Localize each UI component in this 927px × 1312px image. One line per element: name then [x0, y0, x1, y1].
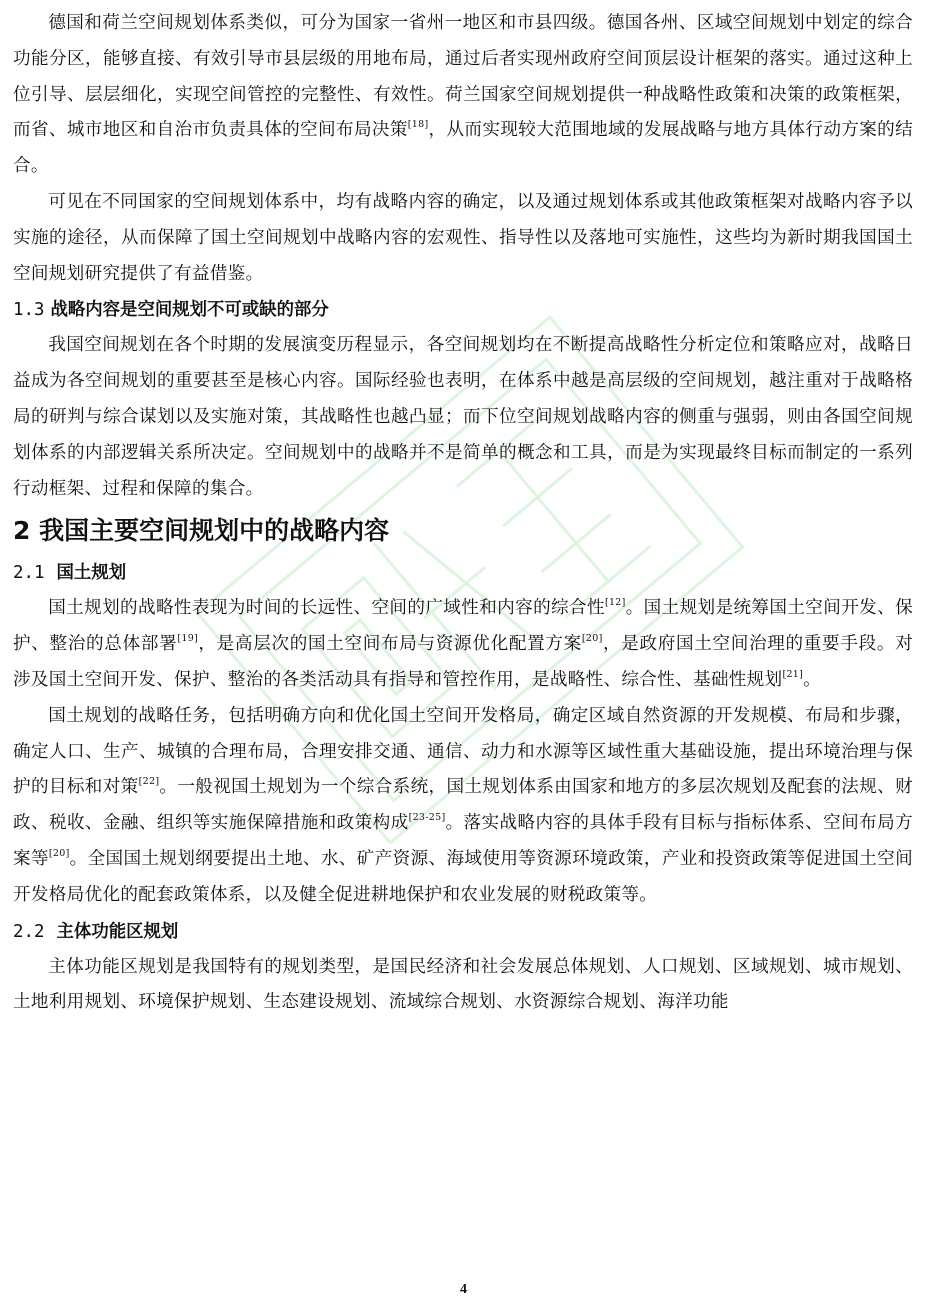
section-heading-1-3: 1.3 战略内容是空间规划不可或缺的部分: [13, 300, 329, 321]
chapter-heading-2: 2 我国主要空间规划中的战略内容: [13, 516, 390, 546]
citation-ref: [20]: [48, 847, 70, 859]
paragraph-2-1-b: 国土规划的战略任务，包括明确方向和优化国土空间开发格局，确定区域自然资源的开发规模、布局和步骤，确定人口、生产、城镇的合理布局，合理安排交通、通信、动力和水源等区域性重大基础设施，提出环境治理与保护的目标和对策[22]。一般视国土规划为一个综合系统，国土规划体系由国家和地方的多层次规划及配套的法规、财政、税收、金融、组织等实施保障措施和政策构成[23-25]。落实战略内容的具体手段有目标与指标体系、空间布局方案等[20]。全国国土规划纲要提出土地、水、矿产资源、海域使用等资源环境政策，产业和投资政策等促进国土空间开发格局优化的配套政策体系，以及健全促进耕地保护和农业发展的财税政策等。: [13, 705, 913, 905]
section-heading-2-1: 2.1 国土规划: [13, 563, 127, 584]
paragraph-2-1-a: 国土规划的战略性表现为时间的长远性、空间的广域性和内容的综合性[12]。国土规划是统筹国土空间开发、保护、整治的总体部署[19]，是高层次的国土空间布局与资源优化配置方案[20]，是政府国土空间治理的重要手段。对涉及国土空间开发、保护、整治的各类活动具有指导和管控作用，是战略性、综合性、基础性规划[21]。: [13, 597, 913, 690]
paragraph-international-summary: 可见在不同国家的空间规划体系中，均有战略内容的确定，以及通过规划体系或其他政策框架对战略内容予以实施的途径，从而保障了国土空间规划中战略内容的宏观性、指导性以及落地可实施性，这些均为新时期我国国土空间规划研究提供了有益借鉴。: [13, 191, 913, 284]
page-number: 4: [460, 1282, 467, 1297]
section-heading-2-2: 2.2 主体功能区规划: [13, 921, 179, 942]
paragraph-2-2: 主体功能区规划是我国特有的规划类型，是国民经济和社会发展总体规划、人口规划、区域规划、城市规划、土地利用规划、环境保护规划、生态建设规划、流域综合规划、水资源综合规划、海洋功能: [13, 956, 913, 1013]
citation-ref: [23-25]: [408, 812, 446, 824]
citation-ref: [21]: [782, 668, 804, 680]
citation-ref: [20]: [581, 633, 603, 645]
document-body: [13, 6, 913, 1021]
citation-ref: [12]: [604, 597, 626, 609]
citation-ref: [18]: [407, 119, 429, 131]
citation-ref: [22]: [138, 776, 160, 788]
citation-ref: [19]: [177, 633, 199, 645]
paragraph-1-3: 我国空间规划在各个时期的发展演变历程显示，各空间规划均在不断提高战略性分析定位和策略应对，战略日益成为各空间规划的重要甚至是核心内容。国际经验也表明，在体系中越是高层级的空间规划，越注重对于战略格局的研判与综合谋划以及实施对策，其战略性也越凸显；而下位空间规划战略内容的侧重与强弱，则由各国空间规划体系的内部逻辑关系所决定。空间规划中的战略并不是简单的概念和工具，而是为实现最终目标而制定的一系列行动框架、过程和保障的集合。: [13, 335, 913, 499]
paragraph-germany-netherlands: 德国和荷兰空间规划体系类似，可分为国家一省州一地区和市县四级。德国各州、区域空间规划中划定的综合功能分区，能够直接、有效引导市县层级的用地布局，通过后者实现州政府空间顶层设计框架的落实。通过这种上位引导、层层细化，实现空间管控的完整性、有效性。荷兰国家空间规划提供一种战略性政策和决策的政策框架，而省、城市地区和自治市负责具体的空间布局决策[18]，从而实现较大范围地域的发展战略与地方具体行动方案的结合。: [13, 13, 913, 177]
